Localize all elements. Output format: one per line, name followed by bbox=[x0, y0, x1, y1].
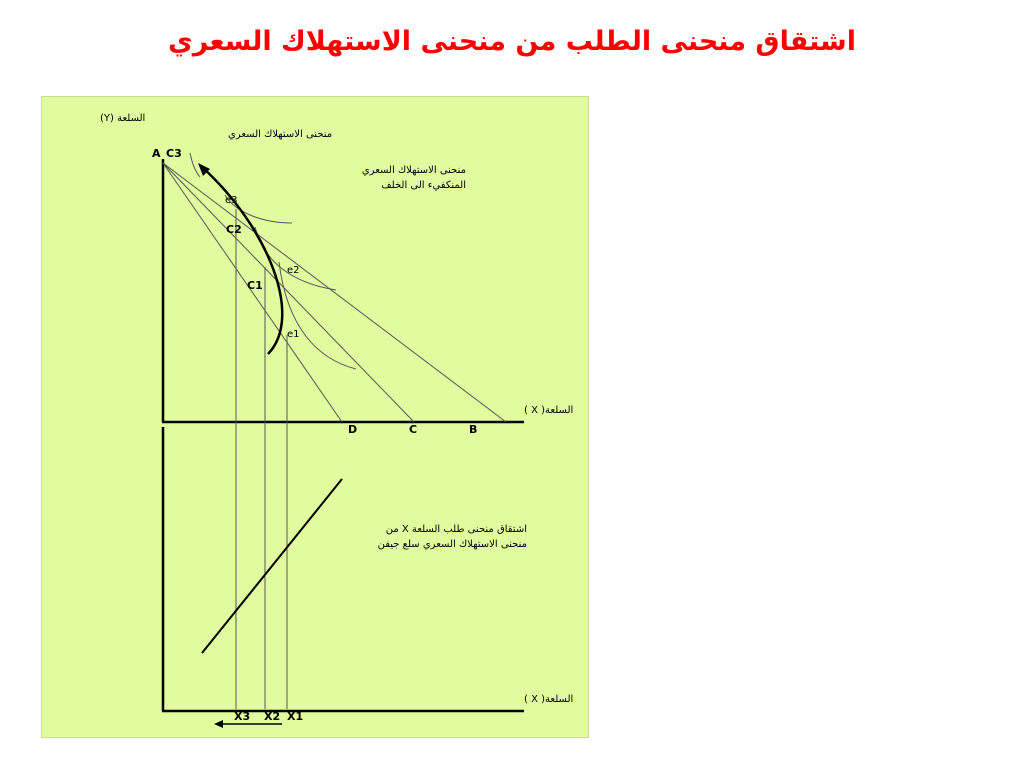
diagram-panel bbox=[41, 96, 589, 738]
budget-line-ad bbox=[163, 163, 342, 422]
upper-x-axis-label: السلعة( X ) bbox=[524, 405, 574, 416]
diagram-svg bbox=[42, 97, 590, 739]
quantity-arrow-head bbox=[214, 720, 223, 728]
indifference-curve-top bbox=[190, 153, 200, 177]
y-axis-label: السلعة (Y) bbox=[100, 113, 146, 124]
price-consumption-curve bbox=[202, 167, 282, 354]
quantity-x1-label: X1 bbox=[287, 710, 304, 723]
quantity-x3-label: X3 bbox=[234, 710, 251, 723]
point-c2-label: C2 bbox=[226, 223, 242, 236]
giffen-note: اشتقاق منحنى طلب السلعة X من منحنى الاستهلاك السعري سلع جيفن bbox=[377, 524, 527, 550]
backward-pcc-label: منحنى الاستهلاك السعري المنكفيء الى الخلف bbox=[361, 165, 466, 191]
pcc-label: منحنى الاستهلاك السعري bbox=[228, 129, 333, 140]
demand-curve bbox=[202, 479, 342, 653]
indifference-curve-2 bbox=[255, 227, 336, 290]
point-c3-label: C3 bbox=[166, 147, 182, 160]
point-e2-label: e2 bbox=[287, 265, 300, 276]
indifference-curve-1 bbox=[279, 262, 356, 369]
point-a-label: A bbox=[152, 147, 161, 160]
intercept-d-label: D bbox=[348, 423, 358, 436]
intercept-b-label: B bbox=[469, 423, 478, 436]
slide-title: اشتقاق منحنى الطلب من منحنى الاستهلاك السعري bbox=[168, 26, 856, 57]
quantity-x2-label: X2 bbox=[264, 710, 281, 723]
point-e3-label: e3 bbox=[225, 195, 238, 206]
intercept-c-label: C bbox=[409, 423, 418, 436]
budget-line-ab bbox=[163, 163, 506, 422]
lower-x-axis-label: السلعة( X ) bbox=[524, 694, 574, 705]
point-e1-label: e1 bbox=[287, 329, 300, 340]
point-c1-label: C1 bbox=[247, 279, 263, 292]
budget-line-ac bbox=[163, 163, 414, 422]
